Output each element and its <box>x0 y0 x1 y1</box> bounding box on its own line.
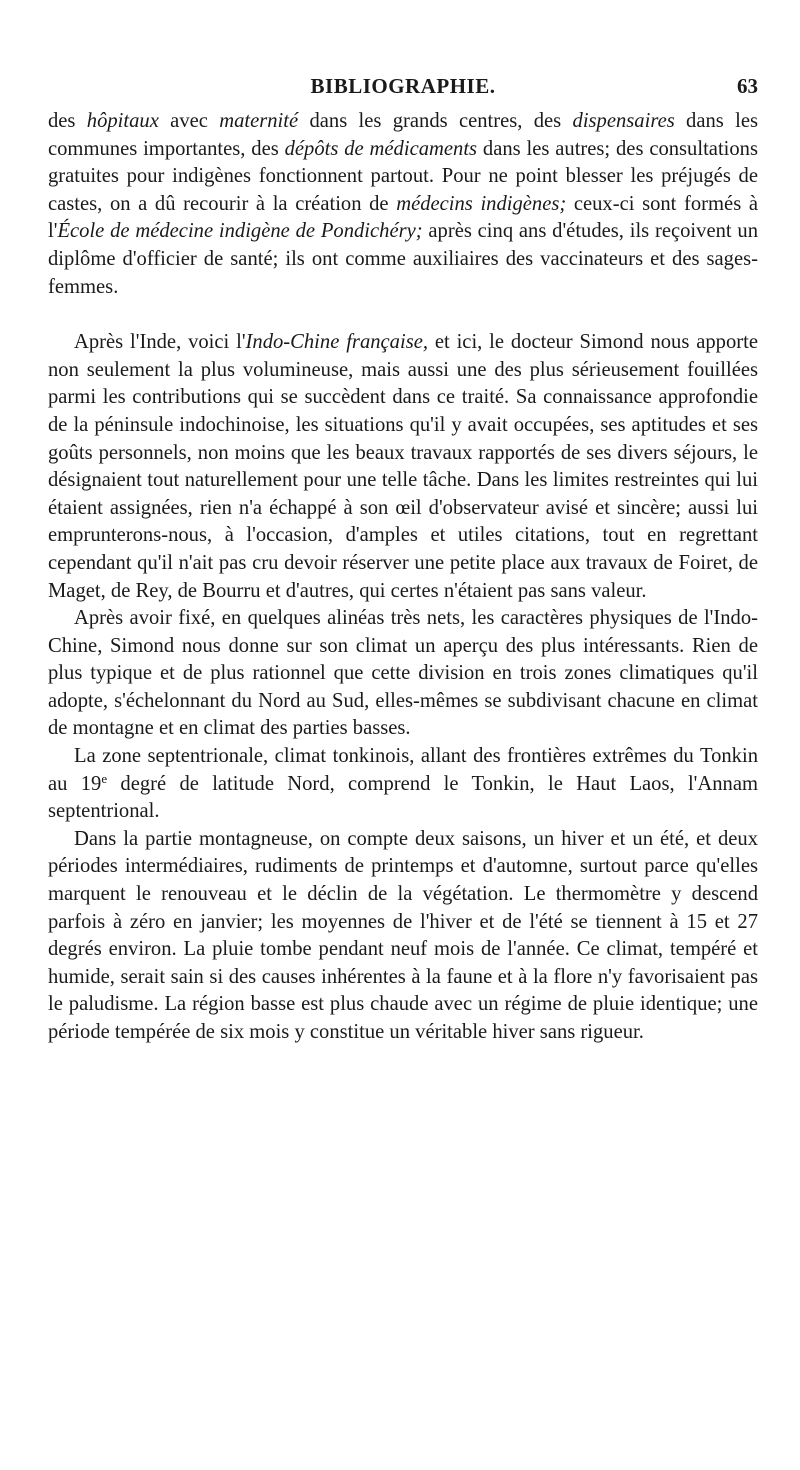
text-run: Après avoir fixé, en quelques alinéas très nets, les caractères physiques de l'Indo-Chine, Simond nous donne sur son climat un aperçu des plus intéressants. Rien de plus typique et de plus rationnel que cette division en trois zones climatiques qu'il adopte, s'échelonnant du Nord au Sud, elles-mêmes se subdivisant chacune en climat de montagne et en climat des parties basses. <box>48 607 758 740</box>
italic-text: maternité <box>219 110 299 132</box>
paragraph-spacer <box>48 301 758 329</box>
text-run: Après l'Inde, voici l' <box>74 331 246 354</box>
paragraph-northern-zone <box>48 743 758 826</box>
italic-text: médecins indigènes; <box>396 192 567 215</box>
text-run: ceux-ci sont formés à l' <box>48 192 758 243</box>
text-run: avec <box>158 110 220 132</box>
text-run: des <box>48 110 87 132</box>
text-run: dans les grands centres, des <box>298 110 573 132</box>
italic-text: hôpitaux <box>86 110 159 132</box>
page-header <box>48 74 758 106</box>
text-run: degré de latitude Nord, comprend le Tonkin, le Haut Laos, l'Annam septentrional. <box>48 772 758 823</box>
text-run: La zone septentrionale, climat tonkinois, allant des frontières extrêmes du Tonkin au 19 <box>48 745 758 795</box>
text-run: dans les communes importantes, des <box>48 110 758 160</box>
superscript-text: e <box>101 770 108 786</box>
italic-text: dispensaires <box>572 110 675 132</box>
text-run: dans les autres; des consultations gratuites pour indigènes fonctionnent partout. Pour ne point blesser les préjugés de castes, on a dû recourir à la création de <box>48 137 758 215</box>
italic-text: École de médecine indigène de Pondichéry; <box>57 220 423 243</box>
text-run: et ici, le docteur Simond nous apporte non seulement la plus volumineuse, mais aussi une des plus sérieusement fouillées parmi les contributions qui se succèdent dans ce traité. Sa connaissance approfondie de la péninsule indochinoise, les situations qu'il y avait occupées, ses aptitudes et ses goûts personnels, non moins que les beaux travaux rapportés de ses divers séjours, le désignaient tout naturellement pour une telle tâche. Dans les limites restreintes qui lui étaient assignées, rien n'a échappé à son œil d'observateur avisé et sincère; aussi lui emprunterons-nous, à l'occasion, d'amples et utiles citations, tout en regrettant cependant qu'il n'ait pas cru devoir réserver une petite place aux travaux de Foiret, de Maget, de Rey, de Bourru et d'autres, qui certes n'étaient pas sans valeur. <box>48 331 758 602</box>
page-number: 63 <box>737 74 758 98</box>
paragraph-hospitals <box>48 108 758 301</box>
page-body <box>48 108 758 1047</box>
text-run: Dans la partie montagneuse, on compte deux saisons, un hiver et un été, et deux périodes intermédiaires, rudiments de printemps et d'automne, surtout parce qu'elles marquent le renouveau et le déclin de la végétation. Le thermomètre y descend parfois à zéro en janvier; les moyennes de l'hiver et de l'été se tiennent à 15 et 27 degrés environ. La pluie tombe pendant neuf mois de l'année. Ce climat, tempéré et humide, serait sain si des causes inhérentes à la faune et à la flore n'y favorisaient pas le paludisme. La région basse est plus chaude avec un régime de pluie identique; une période tempérée de six mois y constitue un véritable hiver sans rigueur. <box>48 827 758 1043</box>
paragraph-climate-overview <box>48 605 758 743</box>
paragraph-indochina <box>48 329 758 605</box>
italic-text: Indo-Chine française, <box>245 331 428 354</box>
running-title: BIBLIOGRAPHIE. <box>310 74 496 98</box>
paragraph-mountain-climate <box>48 826 758 1047</box>
text-run: après cinq ans d'études, ils reçoivent un diplôme d'officier de santé; ils ont comme auxiliaires des vaccinateurs et des sages-femmes. <box>48 220 758 298</box>
italic-text: dépôts de médicaments <box>284 137 478 160</box>
